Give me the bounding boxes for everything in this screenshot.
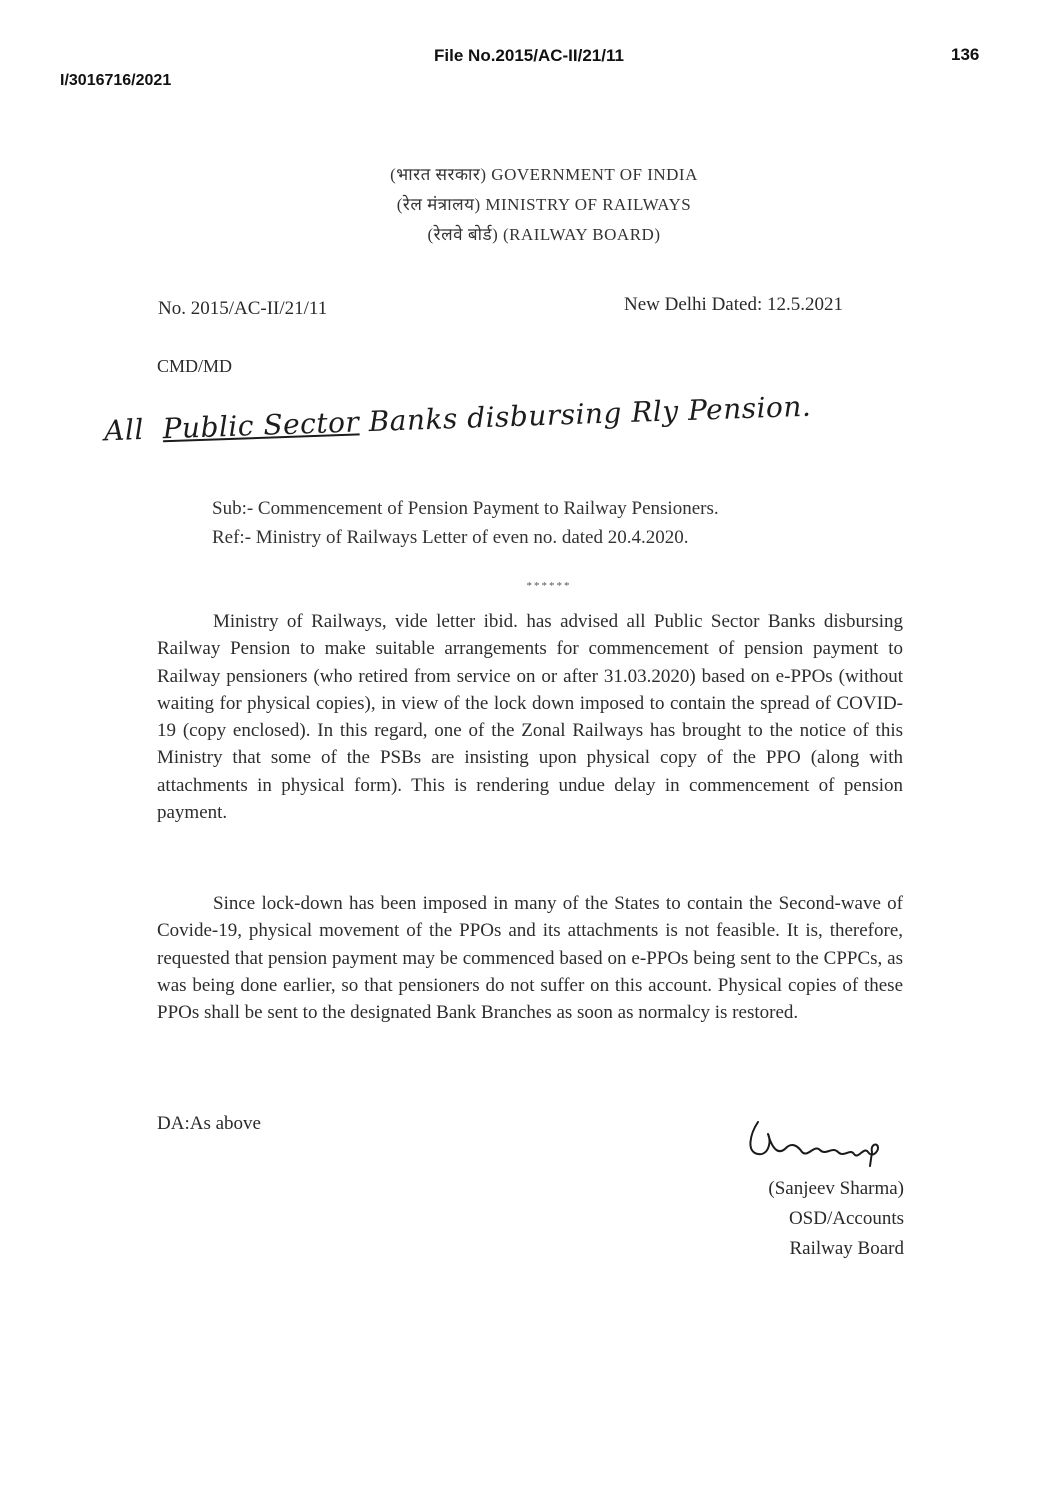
paragraph-2-text: Since lock-down has been imposed in many of the States to contain the Second-wave of Covide-19, physical movement of the PPOs and its attachments is not feasible. It is, therefore, requested that pension payment may be commenced based on e-PPOs being sent to the CPPCs, as was being done earlier, so that pensioners do not suffer on this account. Physical copies of these PPOs shall be sent to the designated Bank Branches as soon as normalcy is restored. (157, 893, 903, 1024)
signature-block (650, 1174, 904, 1264)
body-paragraph-1 (157, 608, 903, 826)
document-id: I/3016716/2021 (60, 72, 172, 89)
signature-image (728, 1112, 908, 1172)
body-paragraph-2 (157, 890, 903, 1026)
reference-line: Ref:- Ministry of Railways Letter of even no. dated 20.4.2020. (212, 527, 689, 548)
letterhead-board: (रेलवे बोर्ड) (RAILWAY BOARD) (427, 225, 661, 244)
letter-reference-number: No. 2015/AC-II/21/11 (158, 298, 328, 319)
letterhead (0, 160, 1058, 250)
letterhead-ministry: (रेल मंत्रालय) MINISTRY OF RAILWAYS (396, 195, 692, 214)
addressee: CMD/MD (157, 356, 233, 376)
enclosure-note: DA:As above (157, 1113, 261, 1134)
subject-line: Sub:- Commencement of Pension Payment to Railway Pensioners. (212, 498, 719, 519)
letter-date: New Delhi Dated: 12.5.2021 (624, 294, 843, 315)
handwritten-recipient (104, 390, 812, 448)
signatory-name: (Sanjeev Sharma) (768, 1178, 904, 1199)
signatory-office: Railway Board (789, 1238, 904, 1259)
separator: ****** (526, 580, 572, 592)
letterhead-government: (भारत सरकार) GOVERNMENT OF INDIA (390, 165, 698, 184)
recipient-prefix: All (103, 412, 145, 448)
recipient-rest: Banks disbursing Rly Pension. (368, 389, 812, 439)
signatory-designation: OSD/Accounts (788, 1208, 904, 1229)
page-number: 136 (951, 45, 980, 64)
file-number: File No.2015/AC-II/21/11 (434, 46, 624, 65)
recipient-underlined: Public Sector (162, 405, 360, 446)
paragraph-1-text: Ministry of Railways, vide letter ibid. has advised all Public Sector Banks disbursing Railway Pension to make suitable arrangements for commencement of pension payment to Railway pensioners (who retired from service on or after 31.03.2020) based on e-PPOs (without waiting for physical copies), in view of the lock down imposed to contain the spread of COVID-19 (copy enclosed). In this regard, one of the Zonal Railways has brought to the notice of this Ministry that some of the PSBs are insisting upon physical copy of the PPO (along with attachments in physical form). This is rendering undue delay in commencement of pension payment. (157, 611, 903, 824)
